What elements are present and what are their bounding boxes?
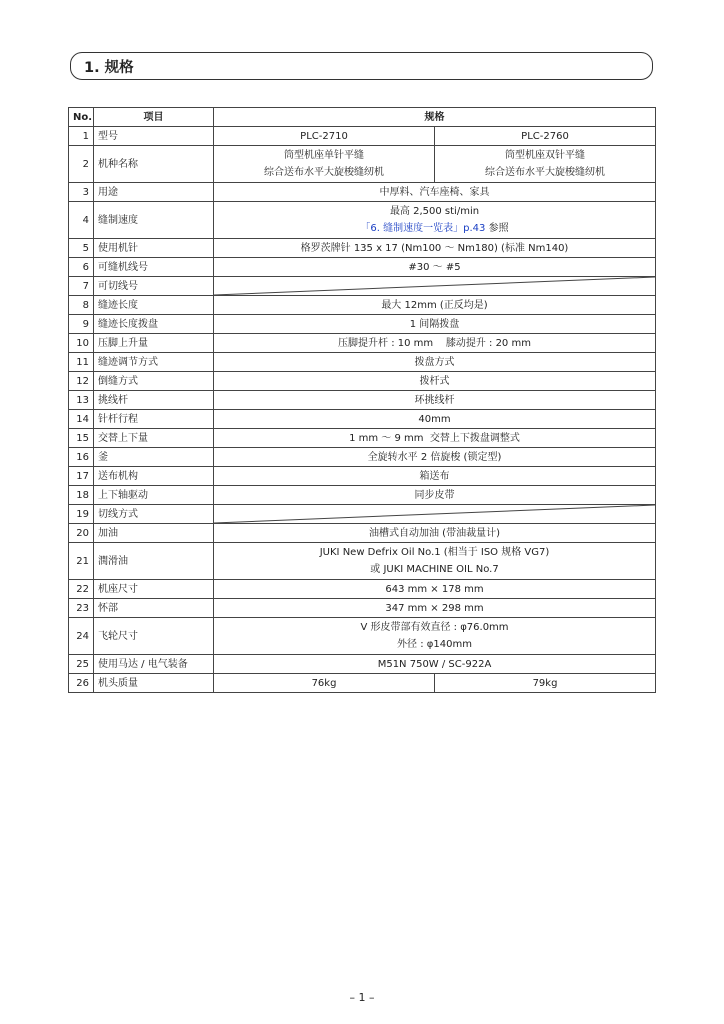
spec-value: 最大 12mm (正反均是) bbox=[214, 296, 656, 315]
row-number: 13 bbox=[69, 391, 94, 410]
table-row bbox=[69, 486, 656, 505]
table-row bbox=[69, 239, 656, 258]
spec-value-plc2760 bbox=[435, 146, 656, 183]
table-row bbox=[69, 146, 656, 183]
spec-value: 全旋转水平 2 倍旋梭 (锁定型) bbox=[214, 448, 656, 467]
row-number: 4 bbox=[69, 202, 94, 239]
table-row bbox=[69, 202, 656, 239]
spec-value-plc2710: PLC-2710 bbox=[214, 127, 435, 146]
header-no: No. bbox=[69, 108, 94, 127]
table-row bbox=[69, 674, 656, 693]
row-number: 8 bbox=[69, 296, 94, 315]
row-item: 缝迹长度拨盘 bbox=[94, 315, 214, 334]
section-title bbox=[70, 52, 653, 80]
row-number: 15 bbox=[69, 429, 94, 448]
row-number: 26 bbox=[69, 674, 94, 693]
spec-line: 综合送布水平大旋梭缝纫机 bbox=[264, 167, 384, 178]
spec-line: 筒型机座单针平缝 bbox=[284, 150, 364, 161]
row-number: 3 bbox=[69, 183, 94, 202]
section-title-text: 1. 规格 bbox=[84, 59, 134, 76]
spec-line: 或 JUKI MACHINE OIL No.7 bbox=[370, 564, 499, 575]
spec-value: 拨盘方式 bbox=[214, 353, 656, 372]
spec-value-plc2710: 76kg bbox=[214, 674, 435, 693]
row-item: 压脚上升量 bbox=[94, 334, 214, 353]
page-number: – 1 – bbox=[349, 991, 375, 1004]
row-item: 上下轴驱动 bbox=[94, 486, 214, 505]
row-number: 24 bbox=[69, 618, 94, 655]
row-number: 1 bbox=[69, 127, 94, 146]
spec-line bbox=[218, 220, 651, 237]
spec-value: 1 间隔拨盘 bbox=[214, 315, 656, 334]
row-number: 12 bbox=[69, 372, 94, 391]
table-row bbox=[69, 334, 656, 353]
row-item: 挑线杆 bbox=[94, 391, 214, 410]
table-row bbox=[69, 296, 656, 315]
table-row bbox=[69, 505, 656, 524]
row-number: 11 bbox=[69, 353, 94, 372]
table-row bbox=[69, 372, 656, 391]
table-row bbox=[69, 524, 656, 543]
diagonal-line bbox=[214, 505, 655, 523]
spec-table bbox=[68, 107, 656, 693]
spec-line: 综合送布水平大旋梭缝纫机 bbox=[485, 167, 605, 178]
table-row bbox=[69, 467, 656, 486]
not-applicable-cell bbox=[214, 505, 656, 524]
table-row bbox=[69, 448, 656, 467]
table-row bbox=[69, 315, 656, 334]
table-row bbox=[69, 391, 656, 410]
row-item: 机座尺寸 bbox=[94, 580, 214, 599]
table-row bbox=[69, 429, 656, 448]
row-number: 10 bbox=[69, 334, 94, 353]
speed-table-link[interactable]: 「6. 缝制速度一览表」p.43 bbox=[360, 223, 486, 234]
row-item: 可缝机线号 bbox=[94, 258, 214, 277]
row-number: 5 bbox=[69, 239, 94, 258]
spec-value-plc2760: 79kg bbox=[435, 674, 656, 693]
row-number: 20 bbox=[69, 524, 94, 543]
header-spec: 规格 bbox=[214, 108, 656, 127]
row-number: 6 bbox=[69, 258, 94, 277]
row-item: 切线方式 bbox=[94, 505, 214, 524]
spec-value: #30 ～ #5 bbox=[214, 258, 656, 277]
row-item: 倒缝方式 bbox=[94, 372, 214, 391]
spec-value: 压脚提升杆 : 10 mm 膝动提升 : 20 mm bbox=[214, 334, 656, 353]
row-number: 17 bbox=[69, 467, 94, 486]
not-applicable-cell bbox=[214, 277, 656, 296]
spec-value bbox=[214, 543, 656, 580]
row-item: 飞轮尺寸 bbox=[94, 618, 214, 655]
spec-value: 40mm bbox=[214, 410, 656, 429]
row-item: 型号 bbox=[94, 127, 214, 146]
row-item: 机头质量 bbox=[94, 674, 214, 693]
row-item: 怀部 bbox=[94, 599, 214, 618]
table-row bbox=[69, 183, 656, 202]
spec-value: 拨杆式 bbox=[214, 372, 656, 391]
row-number: 21 bbox=[69, 543, 94, 580]
row-item: 机种名称 bbox=[94, 146, 214, 183]
spec-value: 格罗茨牌针 135 x 17 (Nm100 ～ Nm180) (标准 Nm140) bbox=[214, 239, 656, 258]
row-number: 14 bbox=[69, 410, 94, 429]
row-item: 缝制速度 bbox=[94, 202, 214, 239]
table-row bbox=[69, 543, 656, 580]
row-item: 加油 bbox=[94, 524, 214, 543]
row-number: 9 bbox=[69, 315, 94, 334]
row-item: 釜 bbox=[94, 448, 214, 467]
row-number: 18 bbox=[69, 486, 94, 505]
spec-line: 筒型机座双针平缝 bbox=[505, 150, 585, 161]
spec-value: 中厚料、汽车座椅、家具 bbox=[214, 183, 656, 202]
table-row bbox=[69, 580, 656, 599]
row-item: 缝迹调节方式 bbox=[94, 353, 214, 372]
table-row bbox=[69, 618, 656, 655]
header-item: 项目 bbox=[94, 108, 214, 127]
row-item: 用途 bbox=[94, 183, 214, 202]
spec-line: V 形皮带部有效直径 : φ76.0mm bbox=[360, 622, 509, 633]
spec-value: 同步皮带 bbox=[214, 486, 656, 505]
row-item: 潤滑油 bbox=[94, 543, 214, 580]
spec-line: 最高 2,500 sti/min bbox=[389, 206, 480, 217]
row-number: 2 bbox=[69, 146, 94, 183]
spec-value: 1 mm ～ 9 mm 交替上下拨盘调整式 bbox=[214, 429, 656, 448]
table-row bbox=[69, 655, 656, 674]
spec-value: 347 mm × 298 mm bbox=[214, 599, 656, 618]
row-number: 16 bbox=[69, 448, 94, 467]
row-item: 可切线号 bbox=[94, 277, 214, 296]
table-row bbox=[69, 353, 656, 372]
spec-value: M51N 750W / SC-922A bbox=[214, 655, 656, 674]
spec-line: 外径 : φ140mm bbox=[397, 639, 472, 650]
spec-value: 环挑线杆 bbox=[214, 391, 656, 410]
row-item: 使用马达 / 电气装备 bbox=[94, 655, 214, 674]
diagonal-line bbox=[214, 277, 655, 295]
spec-value-plc2710 bbox=[214, 146, 435, 183]
spec-value: 油槽式自动加油 (带油裁量计) bbox=[214, 524, 656, 543]
row-number: 23 bbox=[69, 599, 94, 618]
reference-text: 参照 bbox=[485, 223, 509, 234]
table-row bbox=[69, 258, 656, 277]
row-number: 19 bbox=[69, 505, 94, 524]
row-item: 针杆行程 bbox=[94, 410, 214, 429]
row-item: 缝迹长度 bbox=[94, 296, 214, 315]
table-header-row bbox=[69, 108, 656, 127]
row-item: 交替上下量 bbox=[94, 429, 214, 448]
row-item: 送布机构 bbox=[94, 467, 214, 486]
spec-value bbox=[214, 618, 656, 655]
spec-value-plc2760: PLC-2760 bbox=[435, 127, 656, 146]
row-item: 使用机针 bbox=[94, 239, 214, 258]
table-row bbox=[69, 410, 656, 429]
spec-value: 643 mm × 178 mm bbox=[214, 580, 656, 599]
table-row bbox=[69, 277, 656, 296]
row-number: 7 bbox=[69, 277, 94, 296]
spec-value bbox=[214, 202, 656, 239]
spec-value: 箱送布 bbox=[214, 467, 656, 486]
table-row bbox=[69, 127, 656, 146]
table-row bbox=[69, 599, 656, 618]
row-number: 22 bbox=[69, 580, 94, 599]
row-number: 25 bbox=[69, 655, 94, 674]
spec-line: JUKI New Defrix Oil No.1 (相当于 ISO 规格 VG7) bbox=[319, 547, 550, 558]
